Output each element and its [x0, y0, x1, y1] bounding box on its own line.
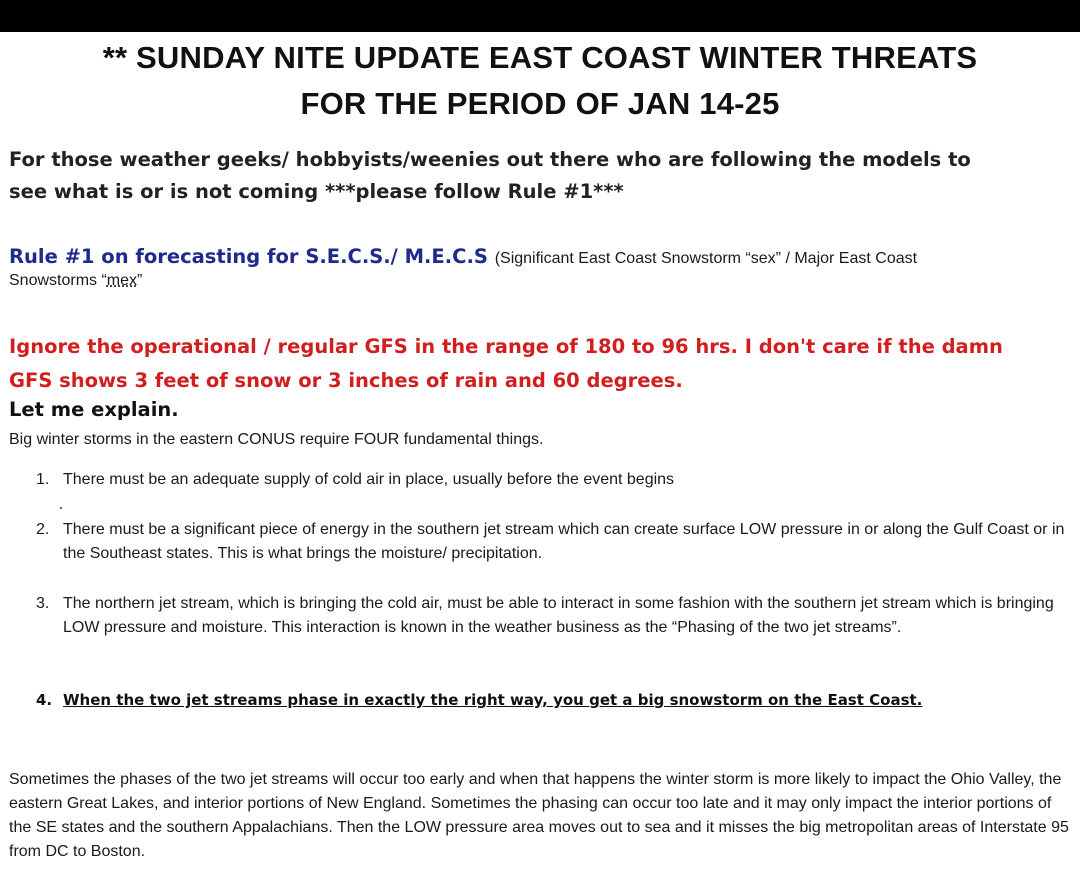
- list-item-text: There must be a significant piece of energy in the southern jet stream which can create surface LOW pressure in or along the Gulf Coast or in the Southeast states. This is what brings the moisture/ precipitation.: [63, 521, 1065, 562]
- list-item: [36, 592, 1066, 640]
- rule-sub-suffix: ”: [137, 272, 143, 289]
- title-line-1: ** SUNDAY NITE UPDATE EAST COAST WINTER THREATS: [102, 40, 978, 75]
- rule-heading: Rule #1 on forecasting for S.E.C.S./ M.E.C.S: [9, 245, 495, 268]
- list-item-text: There must be an adequate supply of cold air in place, usually before the event begins: [63, 471, 675, 488]
- top-black-bar: [0, 0, 1080, 32]
- scan-speck: [60, 507, 62, 509]
- rule-definition: (Significant East Coast Snowstorm “sex” / Major East Coast: [494, 250, 918, 267]
- intro-paragraph: [9, 144, 1069, 208]
- rule-sub-word: mex: [106, 272, 138, 289]
- list-item-number: 3.: [36, 595, 50, 612]
- rule-definition-continued: [9, 272, 142, 290]
- title-line-2: FOR THE PERIOD OF JAN 14-25: [300, 86, 780, 121]
- rule-line: [9, 242, 1069, 274]
- explain-intro: Big winter storms in the eastern CONUS require FOUR fundamental things.: [9, 431, 544, 448]
- list-item-number: 2.: [36, 521, 50, 538]
- intro-line-1: For those weather geeks/ hobbyists/weenies out there who are following the models to: [9, 148, 971, 171]
- list-item: [36, 688, 1066, 712]
- list-item-text: When the two jet streams phase in exactly the right way, you get a big snowstorm on the East Coast.: [63, 691, 923, 709]
- list-item-text: The northern jet stream, which is bringing the cold air, must be able to interact in some fashion with the southern jet stream which is bringing LOW pressure and moisture. This interaction is known in the weather business as the “Phasing of the two jet streams”.: [63, 595, 1054, 636]
- warning-line-1: Ignore the operational / regular GFS in the range of 180 to 96 hrs. I don't care if the damn: [9, 335, 1003, 358]
- list-item-number: 1.: [36, 471, 50, 488]
- explain-heading: Let me explain.: [9, 398, 179, 421]
- warning-paragraph: [9, 330, 1074, 398]
- list-item: [36, 518, 1066, 566]
- intro-line-2: see what is or is not coming ***please follow Rule #1***: [9, 180, 624, 203]
- list-item-number: 4.: [36, 691, 53, 709]
- list-item: [36, 468, 1066, 492]
- warning-line-2: GFS shows 3 feet of snow or 3 inches of rain and 60 degrees.: [9, 369, 683, 392]
- rule-sub-prefix: Snowstorms “: [9, 272, 107, 289]
- closing-paragraph: Sometimes the phases of the two jet streams will occur too early and when that happens the winter storm is more likely to impact the Ohio Valley, the eastern Great Lakes, and interior portions of New England. Sometimes the phasing can occur too late and it may only impact the interior portions of the SE states and the southern Appalachians. Then the LOW pressure area moves out to sea and it misses the big metropolitan areas of Interstate 95 from DC to Boston.: [9, 771, 1069, 860]
